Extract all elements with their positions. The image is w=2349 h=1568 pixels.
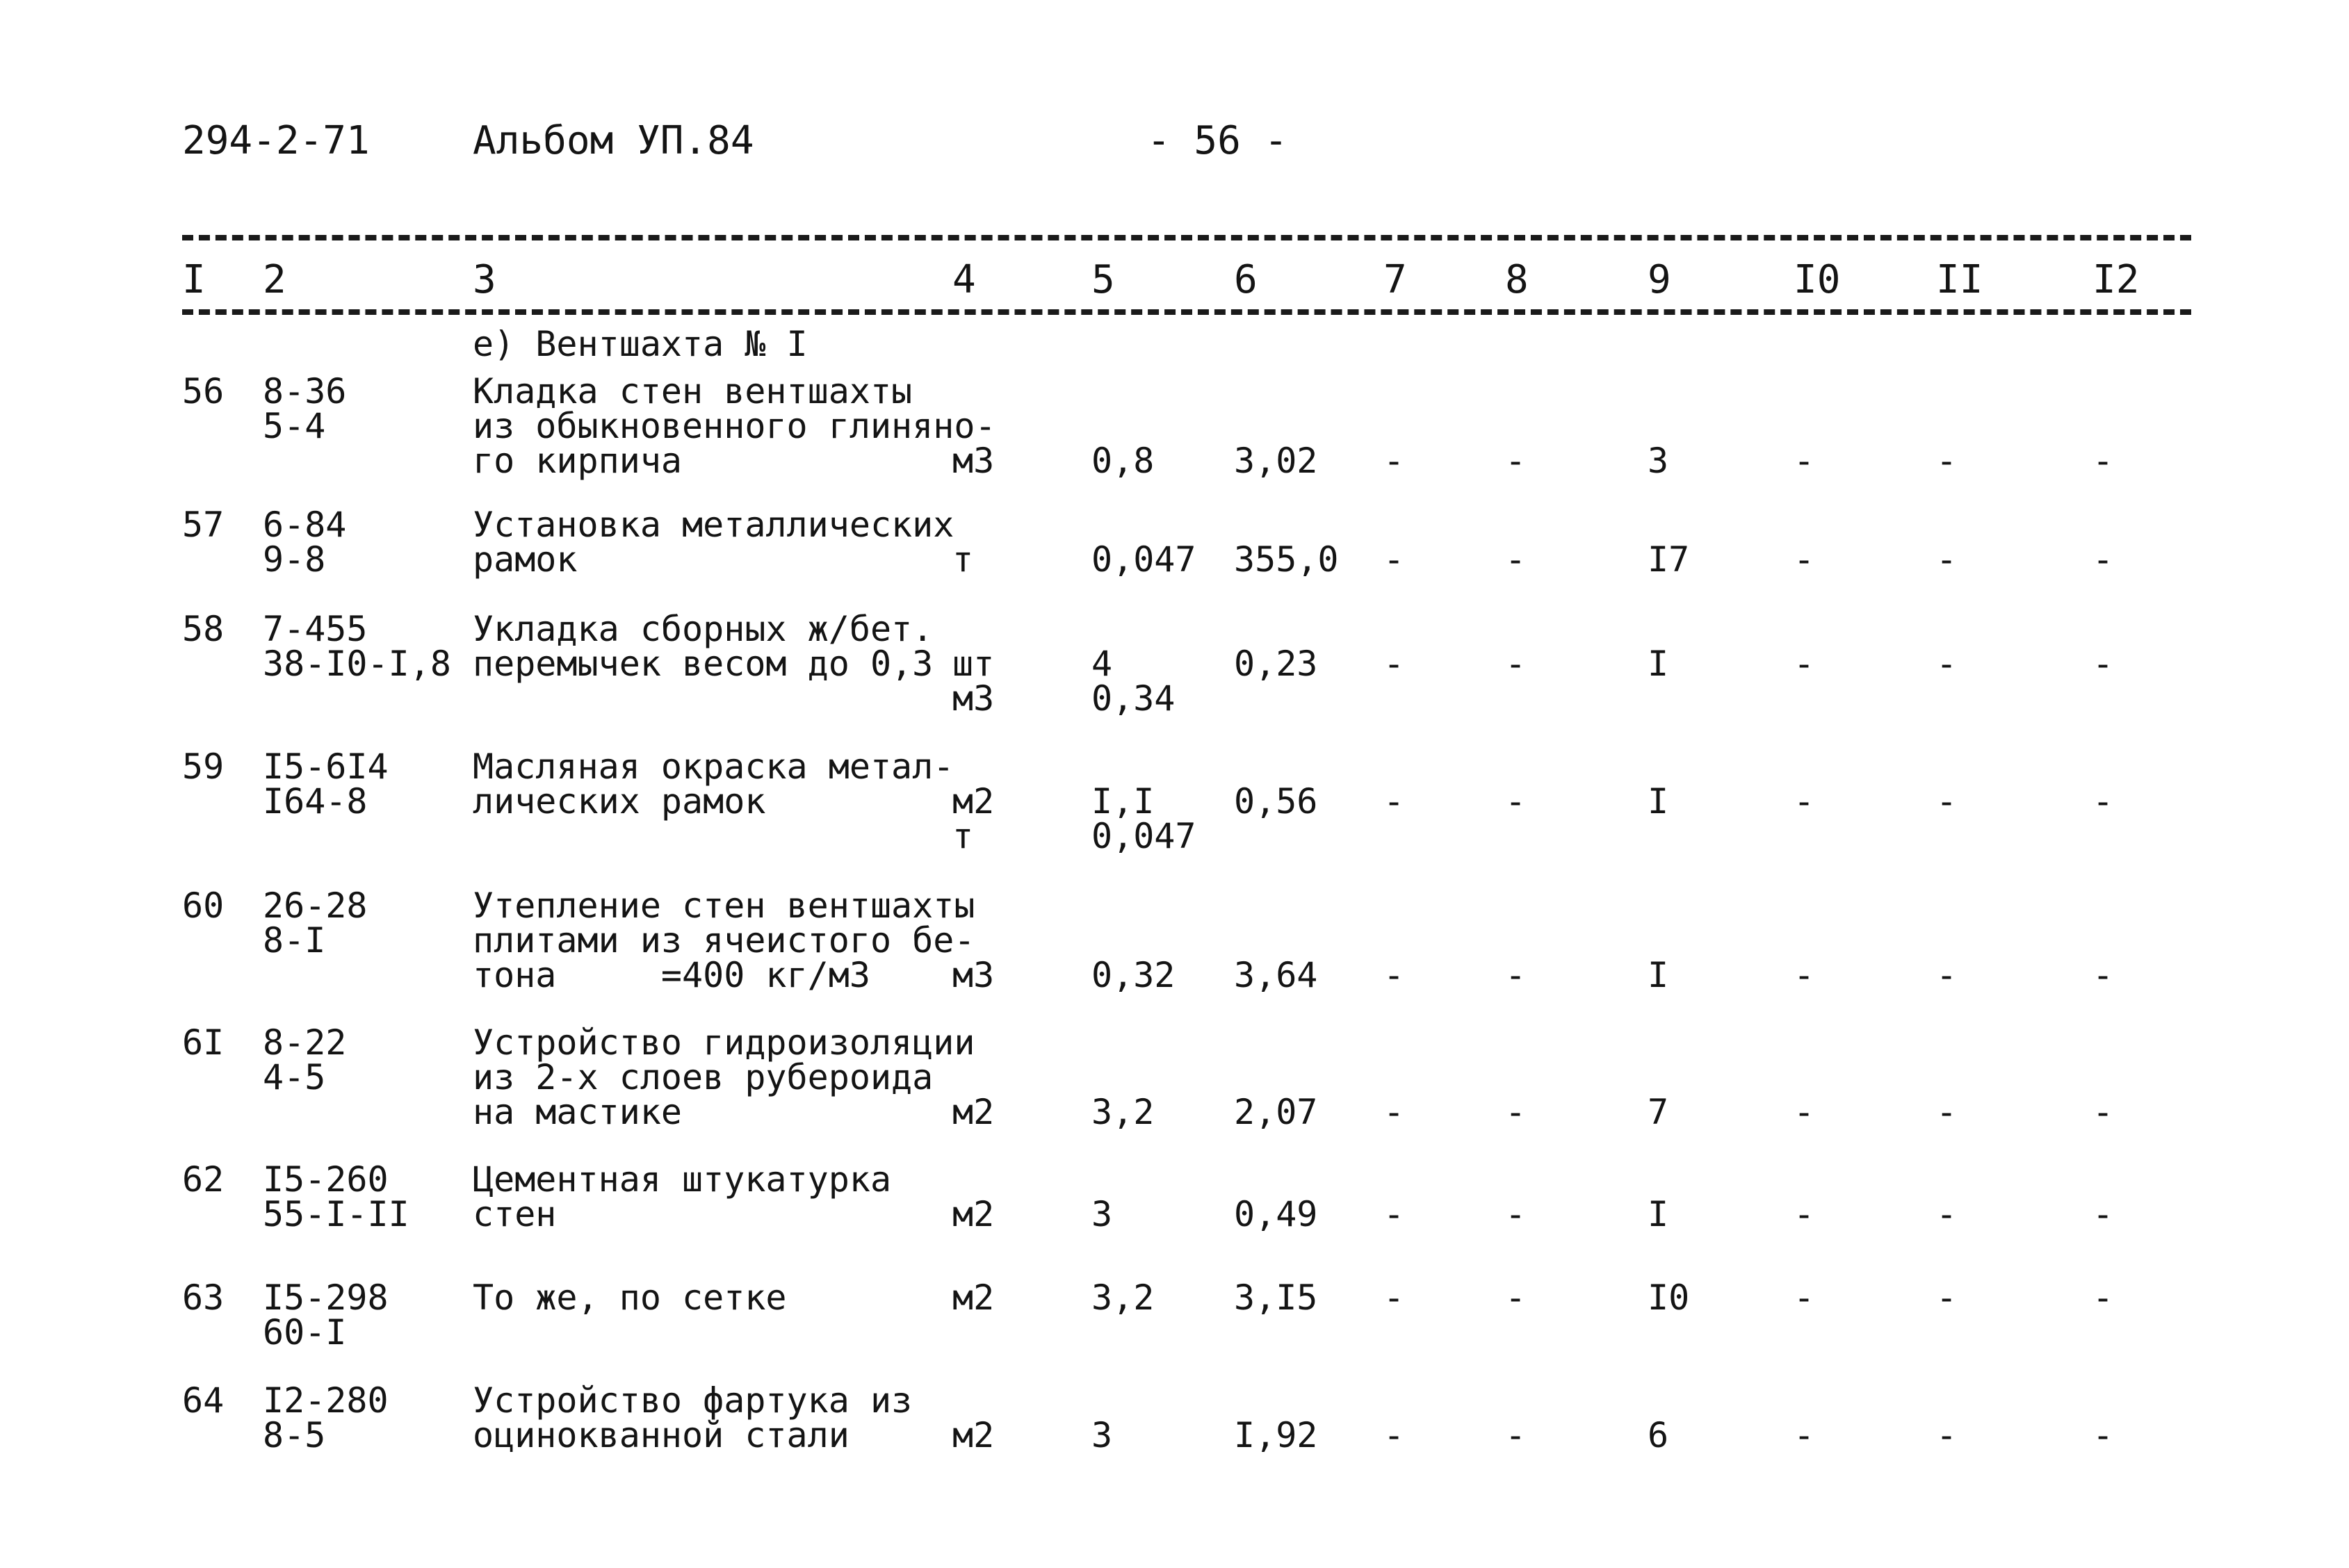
column-number: II	[1936, 257, 1983, 302]
col9-value: I7	[1648, 539, 1690, 580]
quantity: 0,34	[1091, 678, 1176, 719]
norm-code: 8-22	[263, 1022, 347, 1063]
unit: т	[952, 539, 974, 580]
top-dashed-rule	[182, 235, 2191, 240]
work-description: Устройство гидроизоляции	[473, 1022, 975, 1063]
quantity: I,I	[1091, 781, 1155, 822]
page-number: - 56 -	[1147, 118, 1288, 163]
row-number: 56	[182, 371, 225, 411]
col7-value: -	[1383, 644, 1405, 684]
section-title: е) Вентшахта № I	[473, 324, 808, 364]
unit: м3	[952, 955, 995, 995]
quantity: 3	[1091, 1194, 1113, 1234]
col7-value: -	[1383, 1415, 1405, 1455]
col11-value: -	[1936, 644, 1958, 684]
unit: м3	[952, 441, 995, 481]
doc-code: 294-2-71	[182, 118, 370, 163]
col12-value: -	[2092, 539, 2114, 580]
col7-value: -	[1383, 1194, 1405, 1234]
album-title: Альбом УП.84	[473, 118, 754, 163]
col11-value: -	[1936, 1415, 1958, 1455]
work-description: рамок	[473, 539, 578, 580]
column-number: I0	[1794, 257, 1841, 302]
norm-code: 38-I0-I,8	[263, 644, 451, 684]
row-number: 63	[182, 1277, 225, 1318]
col10-value: -	[1794, 539, 1815, 580]
col8-value: -	[1505, 441, 1527, 481]
work-description: из 2-х слоев рубероида	[473, 1057, 934, 1097]
work-description: Масляная окраска метал-	[473, 746, 954, 787]
work-description: перемычек весом до 0,3	[473, 644, 934, 684]
col10-value: -	[1794, 1194, 1815, 1234]
col10-value: -	[1794, 441, 1815, 481]
norm-code: 8-5	[263, 1415, 326, 1455]
col11-value: -	[1936, 955, 1958, 995]
col12-value: -	[2092, 1415, 2114, 1455]
col9-value: I	[1648, 644, 1669, 684]
row-number: 57	[182, 505, 225, 545]
unit: м2	[952, 1194, 995, 1234]
col12-value: -	[2092, 441, 2114, 481]
row-number: 6I	[182, 1022, 225, 1063]
col9-value: I	[1648, 955, 1669, 995]
col7-value: -	[1383, 441, 1405, 481]
quantity: 3,2	[1091, 1277, 1155, 1318]
norm-code: 6-84	[263, 505, 347, 545]
quantity: 4	[1091, 644, 1113, 684]
work-description: на мастике	[473, 1092, 683, 1132]
column-number: 7	[1383, 257, 1407, 302]
norm-code: 55-I-II	[263, 1194, 409, 1234]
col11-value: -	[1936, 1194, 1958, 1234]
work-description: лических рамок	[473, 781, 766, 822]
work-description: Установка металлических	[473, 505, 954, 545]
col8-value: -	[1505, 1415, 1527, 1455]
col9-value: 3	[1648, 441, 1669, 481]
col6-value: 3,64	[1234, 955, 1318, 995]
unit: м2	[952, 1277, 995, 1318]
work-description: тона =400 кг/м3	[473, 955, 870, 995]
col8-value: -	[1505, 539, 1527, 580]
unit: м3	[952, 678, 995, 719]
col6-value: 2,07	[1234, 1092, 1318, 1132]
row-number: 64	[182, 1380, 225, 1421]
norm-code: 8-I	[263, 920, 326, 961]
col10-value: -	[1794, 1092, 1815, 1132]
work-description: Цементная штукатурка	[473, 1159, 892, 1200]
unit: т	[952, 816, 974, 856]
col12-value: -	[2092, 781, 2114, 822]
norm-code: 7-455	[263, 609, 368, 649]
col11-value: -	[1936, 441, 1958, 481]
column-number: 8	[1505, 257, 1529, 302]
col6-value: 355,0	[1234, 539, 1339, 580]
column-number: 5	[1091, 257, 1115, 302]
col12-value: -	[2092, 955, 2114, 995]
work-description: из обыкновенного глиняно-	[473, 406, 996, 446]
col8-value: -	[1505, 1194, 1527, 1234]
work-description: Укладка сборных ж/бет.	[473, 609, 934, 649]
col6-value: 0,23	[1234, 644, 1318, 684]
norm-code: 9-8	[263, 539, 326, 580]
quantity: 0,047	[1091, 816, 1196, 856]
norm-code: I64-8	[263, 781, 368, 822]
row-number: 62	[182, 1159, 225, 1200]
col7-value: -	[1383, 955, 1405, 995]
column-number: 9	[1648, 257, 1671, 302]
col7-value: -	[1383, 1092, 1405, 1132]
col6-value: 3,I5	[1234, 1277, 1318, 1318]
col7-value: -	[1383, 539, 1405, 580]
col8-value: -	[1505, 1092, 1527, 1132]
col9-value: I0	[1648, 1277, 1690, 1318]
unit: м2	[952, 1415, 995, 1455]
norm-code: I5-260	[263, 1159, 389, 1200]
quantity: 3,2	[1091, 1092, 1155, 1132]
col7-value: -	[1383, 1277, 1405, 1318]
column-number: 4	[952, 257, 976, 302]
norm-code: 60-I	[263, 1312, 347, 1353]
norm-code: I2-280	[263, 1380, 389, 1421]
row-number: 60	[182, 885, 225, 926]
col10-value: -	[1794, 781, 1815, 822]
norm-code: I5-298	[263, 1277, 389, 1318]
norm-code: 4-5	[263, 1057, 326, 1097]
col9-value: I	[1648, 1194, 1669, 1234]
col9-value: 6	[1648, 1415, 1669, 1455]
col10-value: -	[1794, 1277, 1815, 1318]
work-description: го кирпича	[473, 441, 683, 481]
norm-code: 26-28	[263, 885, 368, 926]
col8-value: -	[1505, 781, 1527, 822]
col12-value: -	[2092, 1277, 2114, 1318]
col8-value: -	[1505, 955, 1527, 995]
col10-value: -	[1794, 955, 1815, 995]
work-description: Устройство фартука из	[473, 1380, 913, 1421]
col7-value: -	[1383, 781, 1405, 822]
col8-value: -	[1505, 644, 1527, 684]
col12-value: -	[2092, 644, 2114, 684]
column-number: I	[182, 257, 206, 302]
col8-value: -	[1505, 1277, 1527, 1318]
col6-value: I,92	[1234, 1415, 1318, 1455]
col11-value: -	[1936, 1277, 1958, 1318]
quantity: 0,047	[1091, 539, 1196, 580]
work-description: Кладка стен вентшахты	[473, 371, 913, 411]
col10-value: -	[1794, 644, 1815, 684]
column-number: 6	[1234, 257, 1258, 302]
work-description: Утепление стен вентшахты	[473, 885, 975, 926]
unit: м2	[952, 1092, 995, 1132]
column-number: 2	[263, 257, 286, 302]
work-description: То же, по сетке	[473, 1277, 787, 1318]
col11-value: -	[1936, 1092, 1958, 1132]
quantity: 0,32	[1091, 955, 1176, 995]
column-number: 3	[473, 257, 496, 302]
row-number: 59	[182, 746, 225, 787]
col9-value: I	[1648, 781, 1669, 822]
col11-value: -	[1936, 781, 1958, 822]
work-description: стен	[473, 1194, 557, 1234]
header-dashed-rule	[182, 309, 2191, 315]
col12-value: -	[2092, 1092, 2114, 1132]
col11-value: -	[1936, 539, 1958, 580]
norm-code: I5-6I4	[263, 746, 389, 787]
work-description: плитами из ячеистого бе-	[473, 920, 975, 961]
col6-value: 0,49	[1234, 1194, 1318, 1234]
quantity: 3	[1091, 1415, 1113, 1455]
col9-value: 7	[1648, 1092, 1669, 1132]
norm-code: 8-36	[263, 371, 347, 411]
col10-value: -	[1794, 1415, 1815, 1455]
row-number: 58	[182, 609, 225, 649]
col6-value: 0,56	[1234, 781, 1318, 822]
quantity: 0,8	[1091, 441, 1155, 481]
unit: шт	[952, 644, 995, 684]
col12-value: -	[2092, 1194, 2114, 1234]
norm-code: 5-4	[263, 406, 326, 446]
col6-value: 3,02	[1234, 441, 1318, 481]
column-number: I2	[2092, 257, 2140, 302]
work-description: оцинокванной стали	[473, 1415, 850, 1455]
unit: м2	[952, 781, 995, 822]
